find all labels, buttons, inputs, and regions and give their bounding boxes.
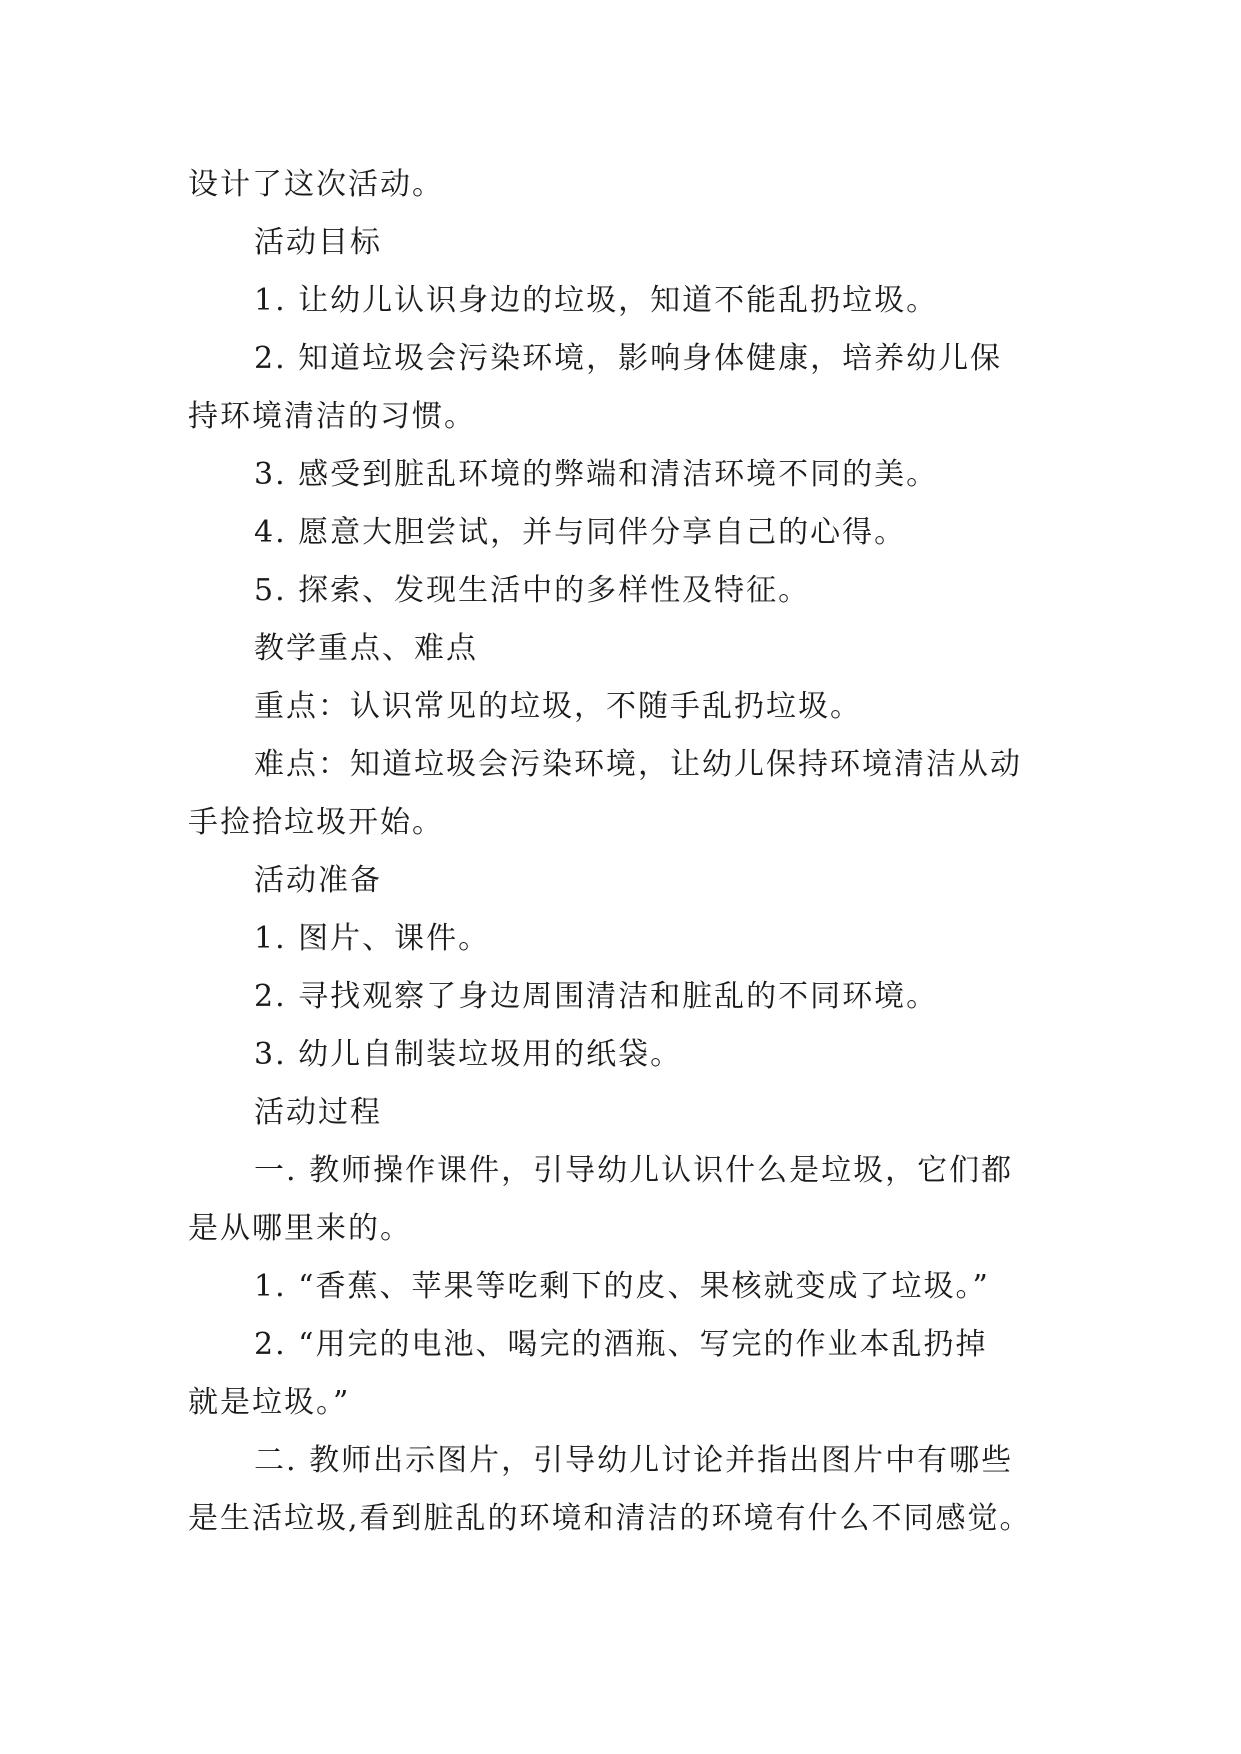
list-item xyxy=(188,562,1058,620)
list-item xyxy=(188,1026,1058,1084)
paragraph xyxy=(188,736,1058,852)
text-line: 是从哪里来的。 xyxy=(188,1211,412,1246)
text-line: 活动目标 xyxy=(254,225,382,260)
text-line: 教学重点、难点 xyxy=(254,631,478,666)
text-line: 一. 教师操作课件，引导幼儿认识什么是垃圾，它们都 xyxy=(254,1153,1014,1188)
list-item xyxy=(188,272,1058,330)
text-line: 1. 让幼儿认识身边的垃圾，知道不能乱扔垃圾。 xyxy=(254,283,939,318)
section-heading xyxy=(188,1084,1058,1142)
text-line: 2. “用完的电池、喝完的酒瓶、写完的作业本乱扔掉 xyxy=(254,1327,988,1362)
text-line: 是生活垃圾,看到脏乱的环境和清洁的环境有什么不同感觉。 xyxy=(188,1501,1032,1536)
text-line: 3. 幼儿自制装垃圾用的纸袋。 xyxy=(254,1037,683,1072)
list-item xyxy=(188,910,1058,968)
text-line: 1. “香蕉、苹果等吃剩下的皮、果核就变成了垃圾。” xyxy=(254,1269,990,1304)
list-item xyxy=(188,504,1058,562)
text-line: 难点：知道垃圾会污染环境，让幼儿保持环境清洁从动 xyxy=(254,747,1022,782)
text-line: 设计了这次活动。 xyxy=(188,167,444,202)
list-item xyxy=(188,446,1058,504)
paragraph xyxy=(188,1432,1058,1548)
section-heading xyxy=(188,214,1058,272)
text-line: 4. 愿意大胆尝试，并与同伴分享自己的心得。 xyxy=(254,515,907,550)
text-line: 就是垃圾。” xyxy=(188,1385,351,1420)
list-item xyxy=(188,1258,1058,1316)
list-item xyxy=(188,1316,1058,1432)
text-line: 手捡拾垃圾开始。 xyxy=(188,805,444,840)
text-line: 持环境清洁的习惯。 xyxy=(188,399,476,434)
text-line: 1. 图片、课件。 xyxy=(254,921,491,956)
text-line: 重点：认识常见的垃圾，不随手乱扔垃圾。 xyxy=(254,689,862,724)
text-line: 5. 探索、发现生活中的多样性及特征。 xyxy=(254,573,811,608)
list-item xyxy=(188,968,1058,1026)
text-line: 2. 知道垃圾会污染环境，影响身体健康，培养幼儿保 xyxy=(254,341,1003,376)
list-item xyxy=(188,330,1058,446)
text-line: 活动过程 xyxy=(254,1095,382,1130)
text-line: 2. 寻找观察了身边周围清洁和脏乱的不同环境。 xyxy=(254,979,939,1014)
paragraph xyxy=(188,1142,1058,1258)
paragraph xyxy=(188,156,1058,214)
text-line: 3. 感受到脏乱环境的弊端和清洁环境不同的美。 xyxy=(254,457,939,492)
section-heading xyxy=(188,620,1058,678)
document-page xyxy=(188,156,1058,1548)
text-line: 活动准备 xyxy=(254,863,382,898)
text-line: 二. 教师出示图片，引导幼儿讨论并指出图片中有哪些 xyxy=(254,1443,1014,1478)
paragraph xyxy=(188,678,1058,736)
section-heading xyxy=(188,852,1058,910)
